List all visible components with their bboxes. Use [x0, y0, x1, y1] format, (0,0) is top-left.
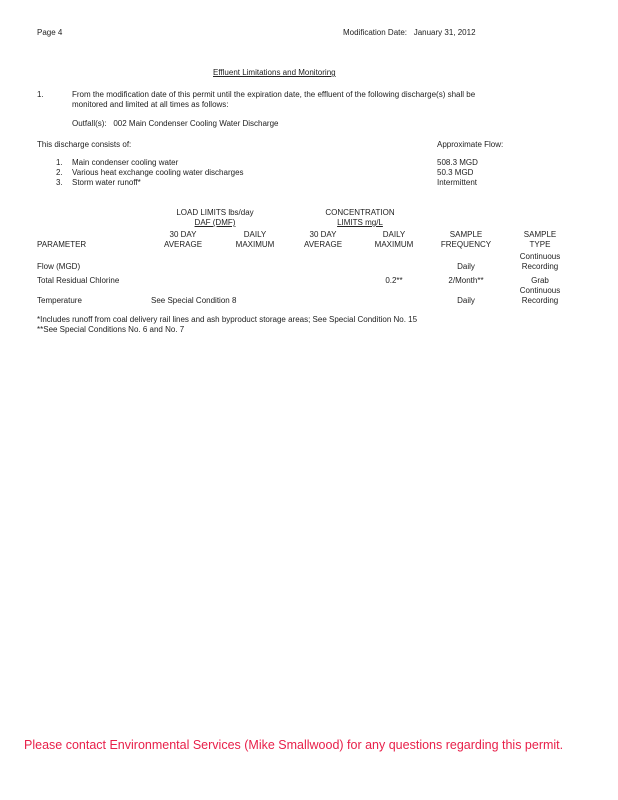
col-frequency-header: SAMPLE	[449, 230, 483, 239]
outfall-label: Outfall(s):	[72, 119, 107, 128]
load-limits-subtitle: DAF (DMF)	[194, 218, 236, 227]
row-frequency: 2/Month**	[448, 276, 484, 285]
col-conc-30day-header: 30 DAY	[309, 230, 337, 239]
page-number: Page 4	[37, 28, 63, 37]
modification-date-label: Modification Date:	[343, 28, 408, 37]
concentration-limits-subtitle: LIMITS mg/L	[337, 218, 383, 227]
col-conc-30day-header: AVERAGE	[303, 240, 343, 249]
row-parameter: Flow (MGD)	[37, 262, 81, 271]
footnote: **See Special Conditions No. 6 and No. 7	[37, 325, 185, 334]
load-limits-title: LOAD LIMITS lbs/day	[176, 208, 254, 217]
row-frequency: Daily	[457, 296, 475, 305]
item-text-line2: monitored and limited at all times as follows:	[72, 100, 229, 109]
row-conc-daily-max: 0.2**	[385, 276, 403, 285]
col-conc-daily-header: MAXIMUM	[374, 240, 414, 249]
row-parameter: Total Residual Chlorine	[37, 276, 120, 285]
row-load-note: See Special Condition 8	[151, 296, 237, 305]
outfall-value: 002 Main Condenser Cooling Water Discharge	[113, 119, 279, 128]
row-type: Continuous	[519, 286, 561, 295]
contact-footer: Please contact Environmental Services (Mike Smallwood) for any questions regarding this permit.	[24, 738, 564, 752]
modification-date	[343, 28, 476, 37]
outfall	[72, 119, 278, 128]
discharge-item-desc: Storm water runoff*	[72, 178, 141, 187]
row-parameter: Temperature	[37, 296, 82, 305]
discharge-item-num: 2.	[56, 168, 63, 177]
row-type: Grab	[531, 276, 549, 285]
discharge-item-flow: Intermittent	[437, 178, 478, 187]
row-type: Recording	[521, 262, 559, 271]
concentration-limits-title: CONCENTRATION	[325, 208, 395, 217]
discharge-heading: This discharge consists of:	[37, 140, 132, 149]
section-title: Effluent Limitations and Monitoring	[213, 68, 336, 77]
row-frequency: Daily	[457, 262, 475, 271]
flow-heading: Approximate Flow:	[437, 140, 504, 149]
discharge-item-desc: Various heat exchange cooling water discharges	[72, 168, 244, 177]
footnote: *Includes runoff from coal delivery rail lines and ash byproduct storage areas; See Special Condition No. 15	[37, 315, 418, 324]
col-frequency-header: FREQUENCY	[440, 240, 492, 249]
item-text-line1: From the modification date of this permit until the expiration date, the effluent of the following discharge(s) shall be	[72, 90, 476, 99]
col-parameter-header: PARAMETER	[37, 240, 87, 249]
col-type-header: TYPE	[529, 240, 551, 249]
discharge-item-flow: 50.3 MGD	[437, 168, 474, 177]
col-type-header: SAMPLE	[523, 230, 557, 239]
discharge-item-num: 3.	[56, 178, 63, 187]
col-load-30day-header: AVERAGE	[163, 240, 203, 249]
col-conc-daily-header: DAILY	[382, 230, 406, 239]
modification-date-value: January 31, 2012	[413, 28, 476, 37]
col-load-daily-header: MAXIMUM	[235, 240, 275, 249]
col-load-30day-header: 30 DAY	[169, 230, 197, 239]
discharge-item-desc: Main condenser cooling water	[72, 158, 179, 167]
row-type: Recording	[521, 296, 559, 305]
item-number: 1.	[37, 90, 44, 99]
col-load-daily-header: DAILY	[243, 230, 267, 239]
discharge-item-num: 1.	[56, 158, 63, 167]
discharge-item-flow: 508.3 MGD	[437, 158, 478, 167]
row-type: Continuous	[519, 252, 561, 261]
